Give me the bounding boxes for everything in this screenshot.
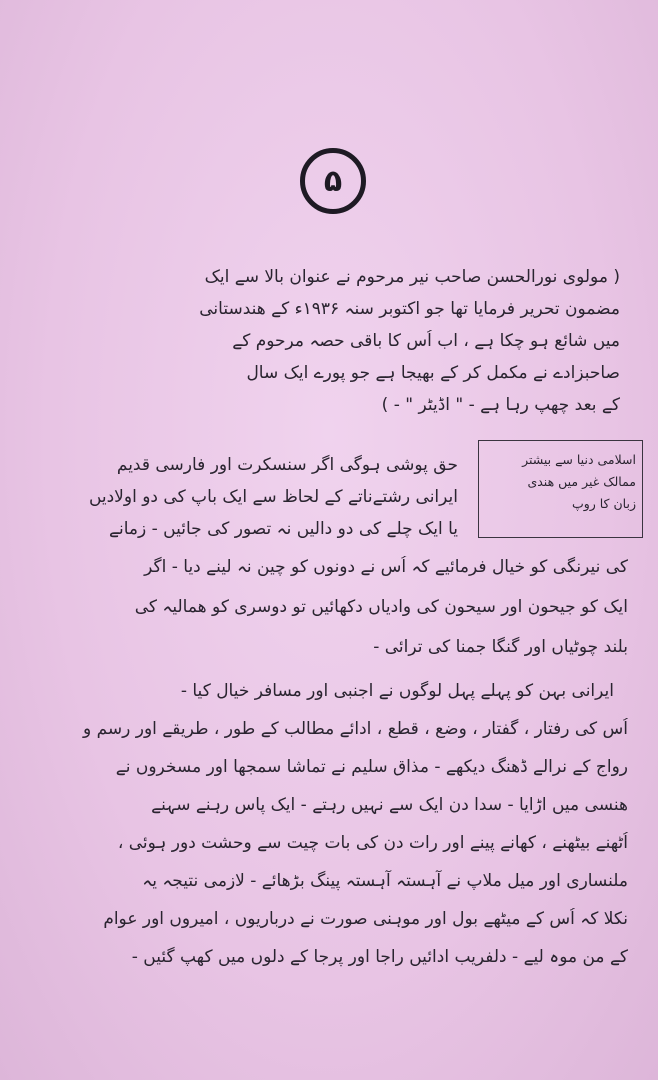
side-note-line: زبان کا روپ (571, 496, 636, 511)
paragraph-line: یا ایک چلے کی دو دالیں نہ تصور کی جائیں - زمانے (109, 519, 458, 539)
editor-note-line: مضمون تحریر فرمایا تھا جو اکتوبر سنہ ۱۹۳۶ء کے هندستانی (199, 299, 620, 319)
paragraph-line: کے من موہ لیے - دلفریب ادائیں راجا اور پرجا کے دلوں میں کھپ گئیں - (131, 947, 628, 967)
paragraph-line: اُس کی رفتار ، گفتار ، وضع ، قطع ، ادائے مطالب کے طور ، طریقے اور رسم و (82, 719, 628, 739)
paragraph-line: اُٹھنے بیٹھنے ، کھانے پینے اور رات دن کی بات چیت سے وحشت دور ہوئی ، (117, 833, 628, 853)
paragraph-line: ملنساری اور میل ملاپ نے آہستہ آہستہ پینگ بڑھائے - لازمی نتیجہ یہ (142, 871, 628, 891)
paragraph-line: کی نیرنگی کو خیال فرمائیے کہ اُس نے دونوں کو چین نہ لینے دیا - اگر (144, 557, 628, 577)
editor-note-line: صاحبزادے نے مکمل کر کے بھیجا ہے جو پورے ایک سال (246, 363, 620, 383)
paragraph-line: نکلا کہ اُس کے میٹھے بول اور موہنی صورت نے درباریوں ، امیروں اور عوام (103, 909, 628, 929)
paragraph-line: ایرانی بہن کو پہلے پہل لوگوں نے اجنبی اور مسافر خیال کیا - (180, 681, 614, 701)
paragraph-line: بلند چوٹیاں اور گنگا جمنا کی ترائی - (373, 637, 628, 657)
paragraph-line: ایرانی رشتےناتے کے لحاظ سے ایک باپ کی دو اولادیں (88, 487, 458, 507)
paragraph-line: حق پوشی ہوگی اگر سنسکرت اور فارسی قدیم (116, 455, 458, 475)
editor-note-line: کے بعد چھپ رہا ہے - " اڈیٹر " - ) (381, 395, 620, 415)
paragraph-line: رواج کے نرالے ڈھنگ دیکھے - مذاق سلیم نے تماشا سمجھا اور مسخروں نے (115, 757, 628, 777)
editor-note-line: میں شائع ہو چکا ہے ، اب اُس کا باقی حصہ مرحوم کے (232, 331, 620, 351)
paragraph-line: هنسی میں اڑایا - سدا دن ایک سے نہیں رہتے - ایک پاس رہنے سہنے (151, 795, 628, 815)
paragraph-line: ایک کو جیحون اور سیحون کی وادیاں دکھائیں تو دوسری کو همالیہ کی (134, 597, 628, 617)
side-note-box (478, 440, 643, 538)
side-note-line: اسلامی دنیا سے بیشتر (522, 452, 636, 467)
side-note-line: ممالک غیر میں هندی (527, 474, 636, 489)
editor-note-line: ( مولوی نورالحسن صاحب نیر مرحوم نے عنوان بالا سے ایک (204, 267, 620, 287)
chapter-number-badge: ۵ (300, 148, 366, 214)
